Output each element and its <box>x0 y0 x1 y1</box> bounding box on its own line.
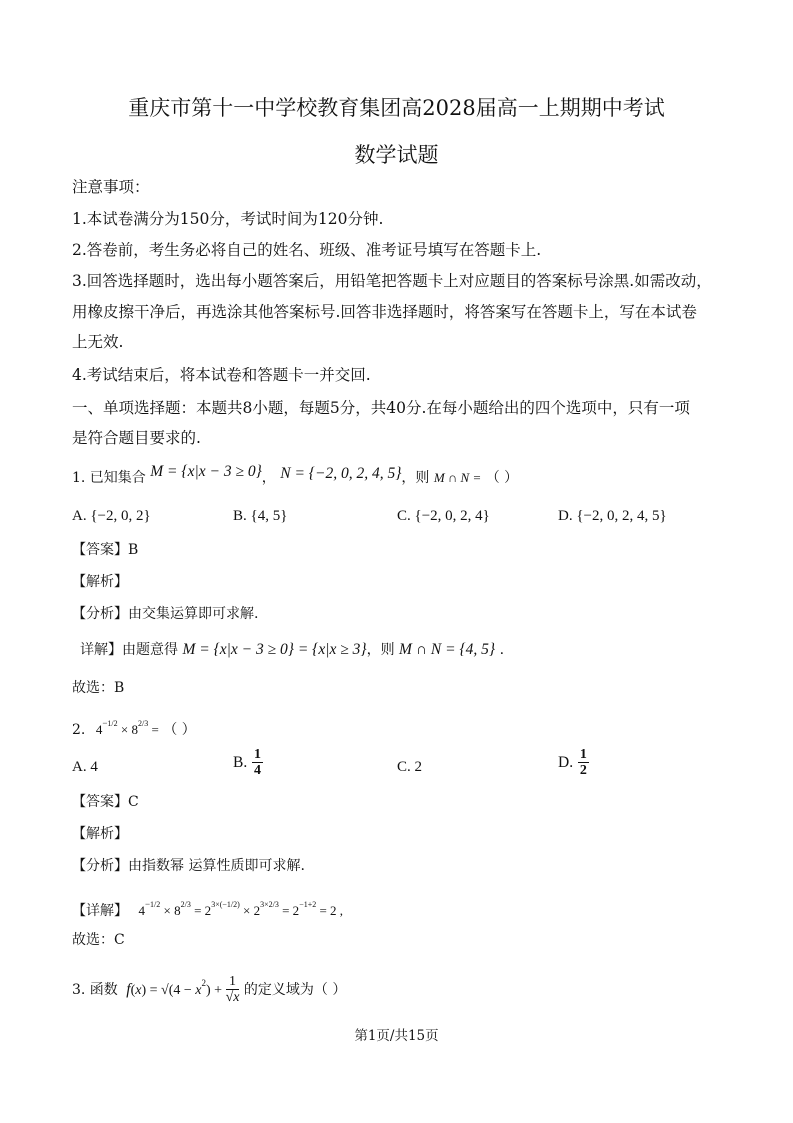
q2-option-b-label: B. <box>233 754 248 771</box>
q1-tail: ，则 <box>401 470 430 486</box>
q1-choice: 故选：B <box>72 680 125 696</box>
q2-answer: 【答案】C <box>72 794 139 810</box>
q1-prefix: 1. 已知集合 <box>72 470 146 486</box>
q1-detail-label: 详解】由题意得 <box>80 642 178 658</box>
exam-title: 重庆市第十一中学校教育集团高2028届高一上期期中考试 <box>128 96 665 120</box>
q2-option-b-fraction: $\frac{1}{4}$ <box>254 747 261 778</box>
q2-expression: $4^{-1/2} \times 8^{2/3}$ = <box>95 718 159 737</box>
section-heading: 一、单项选择题：本题共8小题，每题5分，共40分.在每小题给出的四个选项中，只有一项 <box>72 399 690 417</box>
q1-detail-math: M = {x|x − 3 ≥ 0} = {x|x ≥ 3} <box>182 641 367 658</box>
question-2 <box>72 712 196 741</box>
q2-option-d <box>558 748 589 778</box>
q1-option-b: B. {4, 5} <box>233 508 288 524</box>
notice-item-1: 1.本试卷满分为150分，考试时间为120分钟. <box>72 210 384 228</box>
q1-expr: M ∩ N = <box>433 470 482 485</box>
q1-option-a: A. {−2, 0, 2} <box>72 508 151 524</box>
q2-detail <box>72 893 343 922</box>
q1-sep: ， <box>261 470 276 486</box>
q2-choice: 故选：C <box>72 932 125 948</box>
notice-item-2: 2.答卷前，考生务必将自己的姓名、班级、准考证号填写在答题卡上. <box>72 241 542 259</box>
q1-detail-mid: ，则 <box>366 642 395 658</box>
q3-tail: 的定义域为（ ） <box>243 982 347 998</box>
q2-option-b <box>233 748 263 778</box>
q3-function: f <box>126 981 131 998</box>
notice-item-3: 3.回答选择题时，选出每小题答案后，用铅笔把答题卡上对应题目的答案标号涂黑.如需改动， <box>72 272 712 290</box>
q1-fenxi: 【分析】由交集运算即可求解. <box>72 606 259 622</box>
q2-analysis-label: 【解析】 <box>72 826 128 842</box>
q2-detail-label: 【详解】 <box>72 903 128 919</box>
q1-detail-math2: M ∩ N = {4, 5} <box>399 641 496 658</box>
section-heading-cont: 是符合题目要求的. <box>72 429 201 447</box>
page-footer: 第1页/共15页 <box>354 1028 439 1044</box>
question-1 <box>72 463 519 489</box>
exam-subtitle: 数学试题 <box>354 143 439 167</box>
notice-item-3-end: 上无效. <box>72 333 124 351</box>
q2-prefix: 2. <box>72 722 86 738</box>
question-3: 3. 函数 $f(x) = √(4 - x^2)$ + $\frac{1}{√x}$ 的定义域为（ ） <box>72 974 347 1005</box>
q1-analysis-label: 【解析】 <box>72 574 128 590</box>
notice-heading: 注意事项： <box>72 178 150 196</box>
q2-option-d-label: D. <box>558 754 574 771</box>
q2-paren: （ ） <box>163 722 196 738</box>
q3-prefix: 3. 函数 <box>72 982 118 998</box>
q1-set-m: M = {x|x − 3 ≥ 0} <box>150 463 262 480</box>
q3-fraction: $\frac{1}{√x}$ <box>225 974 240 1005</box>
q2-fenxi: 【分析】由指数幂 运算性质即可求解. <box>72 858 305 874</box>
q2-option-c: C. 2 <box>397 759 423 775</box>
q1-option-d: D. {−2, 0, 2, 4, 5} <box>558 508 667 524</box>
q1-option-c: C. {−2, 0, 2, 4} <box>397 508 490 524</box>
notice-item-4: 4.考试结束后，将本试卷和答题卡一并交回. <box>72 366 371 384</box>
q1-set-n: N = {−2, 0, 2, 4, 5} <box>280 465 402 482</box>
q2-option-d-fraction: $\frac{1}{2}$ <box>579 747 587 778</box>
q2-option-a: A. 4 <box>72 759 98 775</box>
q2-detail-math: $4^{-1/2} \times 8^{2/3} = 2^{3\times(-1/2)} \times 2^{3\times 2/3} = 2^{-1+2} = 2$ , <box>138 899 344 918</box>
notice-item-3-cont: 用橡皮擦干净后，再选涂其他答案标号.回答非选择题时，将答案写在答题卡上，写在本试卷 <box>72 303 697 321</box>
q1-answer: 【答案】B <box>72 542 139 558</box>
q1-paren: （ ） <box>485 470 519 486</box>
q1-detail <box>80 639 504 661</box>
q1-detail-end: . <box>499 642 505 658</box>
